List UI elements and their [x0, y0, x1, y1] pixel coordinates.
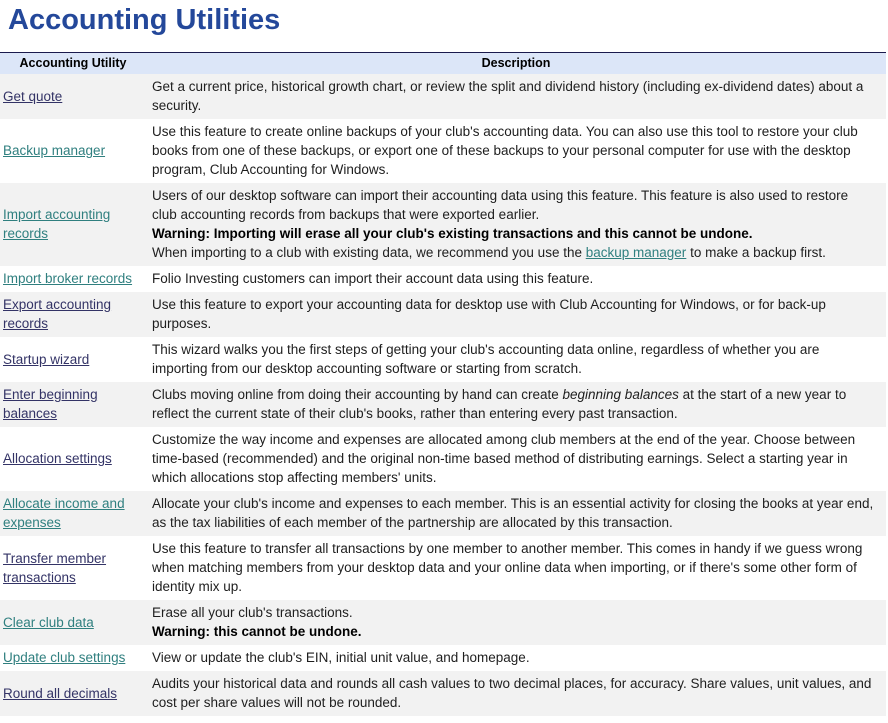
description-cell — [146, 266, 886, 292]
description-text: Clubs moving online from doing their accounting by hand can create — [152, 387, 563, 402]
utility-cell — [0, 671, 146, 716]
page-title: Accounting Utilities — [8, 4, 281, 36]
utility-link-allocate-income-and-expenses[interactable]: Allocate income and expenses — [3, 496, 125, 530]
utility-cell — [0, 292, 146, 337]
description-cell — [146, 292, 886, 337]
emphasized-text: beginning balances — [562, 387, 679, 402]
description-text: Folio Investing customers can import their account data using this feature. — [152, 271, 594, 286]
description-cell — [146, 183, 886, 266]
utility-cell — [0, 427, 146, 491]
utility-link-update-club-settings[interactable]: Update club settings — [3, 650, 126, 665]
utility-cell — [0, 491, 146, 536]
table-row — [0, 266, 886, 292]
table-row — [0, 645, 886, 671]
description-text: Users of our desktop software can import their accounting data using this feature. This feature is also used to restore club accounting records from backups that were exported earlier. — [152, 188, 849, 222]
description-text: Erase all your club's transactions. — [152, 605, 353, 620]
inline-link-backup-manager[interactable]: backup manager — [585, 245, 687, 260]
utility-link-startup-wizard[interactable]: Startup wizard — [3, 351, 90, 367]
table-row — [0, 427, 886, 491]
description-cell — [146, 491, 886, 536]
utility-cell — [0, 119, 146, 183]
utility-cell — [0, 74, 146, 119]
utility-cell — [0, 645, 146, 671]
utility-cell — [0, 337, 146, 382]
utility-link-get-quote[interactable]: Get quote — [3, 88, 63, 104]
utility-cell — [0, 536, 146, 600]
table-row — [0, 600, 886, 645]
table-row — [0, 292, 886, 337]
column-header-accounting-utility: Accounting Utility — [0, 53, 146, 75]
description-text: at the start of a new year to reflect the current state of their club's books, rather than entering every past transaction. — [152, 387, 847, 421]
utility-link-import-broker-records[interactable]: Import broker records — [3, 271, 133, 286]
column-header-description: Description — [146, 53, 886, 75]
description-text: to make a backup first. — [686, 245, 826, 260]
description-text: Customize the way income and expenses are allocated among club members at the end of the year. Choose between time-based (recommended) and the original non-time based method of distributing earnings. Select a starting year in which allocations stop affecting members' units. — [152, 432, 856, 485]
table-row — [0, 337, 886, 382]
description-cell — [146, 427, 886, 491]
table-row — [0, 183, 886, 266]
description-cell — [146, 119, 886, 183]
description-cell — [146, 536, 886, 600]
utility-link-import-accounting-records[interactable]: Import accounting records — [3, 207, 111, 241]
description-text: Audits your historical data and rounds all cash values to two decimal places, for accuracy. Share values, unit values, and cost per share values will not be rounded. — [152, 676, 872, 710]
utility-link-export-accounting-records[interactable]: Export accounting records — [3, 297, 112, 331]
warning-text: Warning: this cannot be undone. — [152, 624, 362, 639]
table-row — [0, 382, 886, 427]
utility-link-backup-manager[interactable]: Backup manager — [3, 143, 106, 158]
utility-link-allocation-settings[interactable]: Allocation settings — [3, 451, 112, 466]
utility-link-transfer-member-transactions[interactable]: Transfer member transactions — [3, 550, 107, 585]
description-text: This wizard walks you the first steps of getting your club's accounting data online, regardless of whether you are importing from our desktop accounting software or starting from scratch. — [152, 342, 820, 376]
utility-cell — [0, 600, 146, 645]
warning-text: Warning: Importing will erase all your club's existing transactions and this cannot be undone. — [152, 226, 753, 241]
description-text: Get a current price, historical growth chart, or review the split and dividend history (including ex-dividend dates) about a security. — [152, 79, 864, 113]
description-text: Use this feature to create online backups of your club's accounting data. You can also use this tool to restore your club books from one of these backups, or export one of these backups to your personal computer for use with the desktop program, Club Accounting for Windows. — [152, 124, 858, 177]
utility-link-enter-beginning-balances[interactable]: Enter beginning balances — [3, 387, 98, 421]
description-cell — [146, 671, 886, 716]
description-cell — [146, 74, 886, 119]
utility-link-clear-club-data[interactable]: Clear club data — [3, 614, 94, 630]
utilities-table — [0, 52, 886, 716]
utility-cell — [0, 183, 146, 266]
description-cell — [146, 382, 886, 427]
table-row — [0, 671, 886, 716]
utility-cell — [0, 382, 146, 427]
description-cell — [146, 645, 886, 671]
description-text: View or update the club's EIN, initial unit value, and homepage. — [152, 650, 530, 665]
description-cell — [146, 337, 886, 382]
description-text: Use this feature to transfer all transactions by one member to another member. This comes in handy if we guess wrong when matching members from your desktop data and your online data when importing, or if there's some other form of identity mix up. — [152, 541, 863, 594]
table-row — [0, 536, 886, 600]
description-text: When importing to a club with existing data, we recommend you use the — [152, 245, 586, 260]
table-row — [0, 74, 886, 119]
utility-link-round-all-decimals[interactable]: Round all decimals — [3, 685, 118, 701]
table-row — [0, 491, 886, 536]
utility-cell — [0, 266, 146, 292]
description-text: Use this feature to export your accounting data for desktop use with Club Accounting for Windows, or for back-up purposes. — [152, 297, 826, 331]
description-cell — [146, 600, 886, 645]
table-header-row — [0, 53, 886, 75]
description-text: Allocate your club's income and expenses to each member. This is an essential activity for closing the books at year end, as the tax liabilities of each member of the partnership are allocated by this transaction. — [152, 496, 874, 530]
table-row — [0, 119, 886, 183]
